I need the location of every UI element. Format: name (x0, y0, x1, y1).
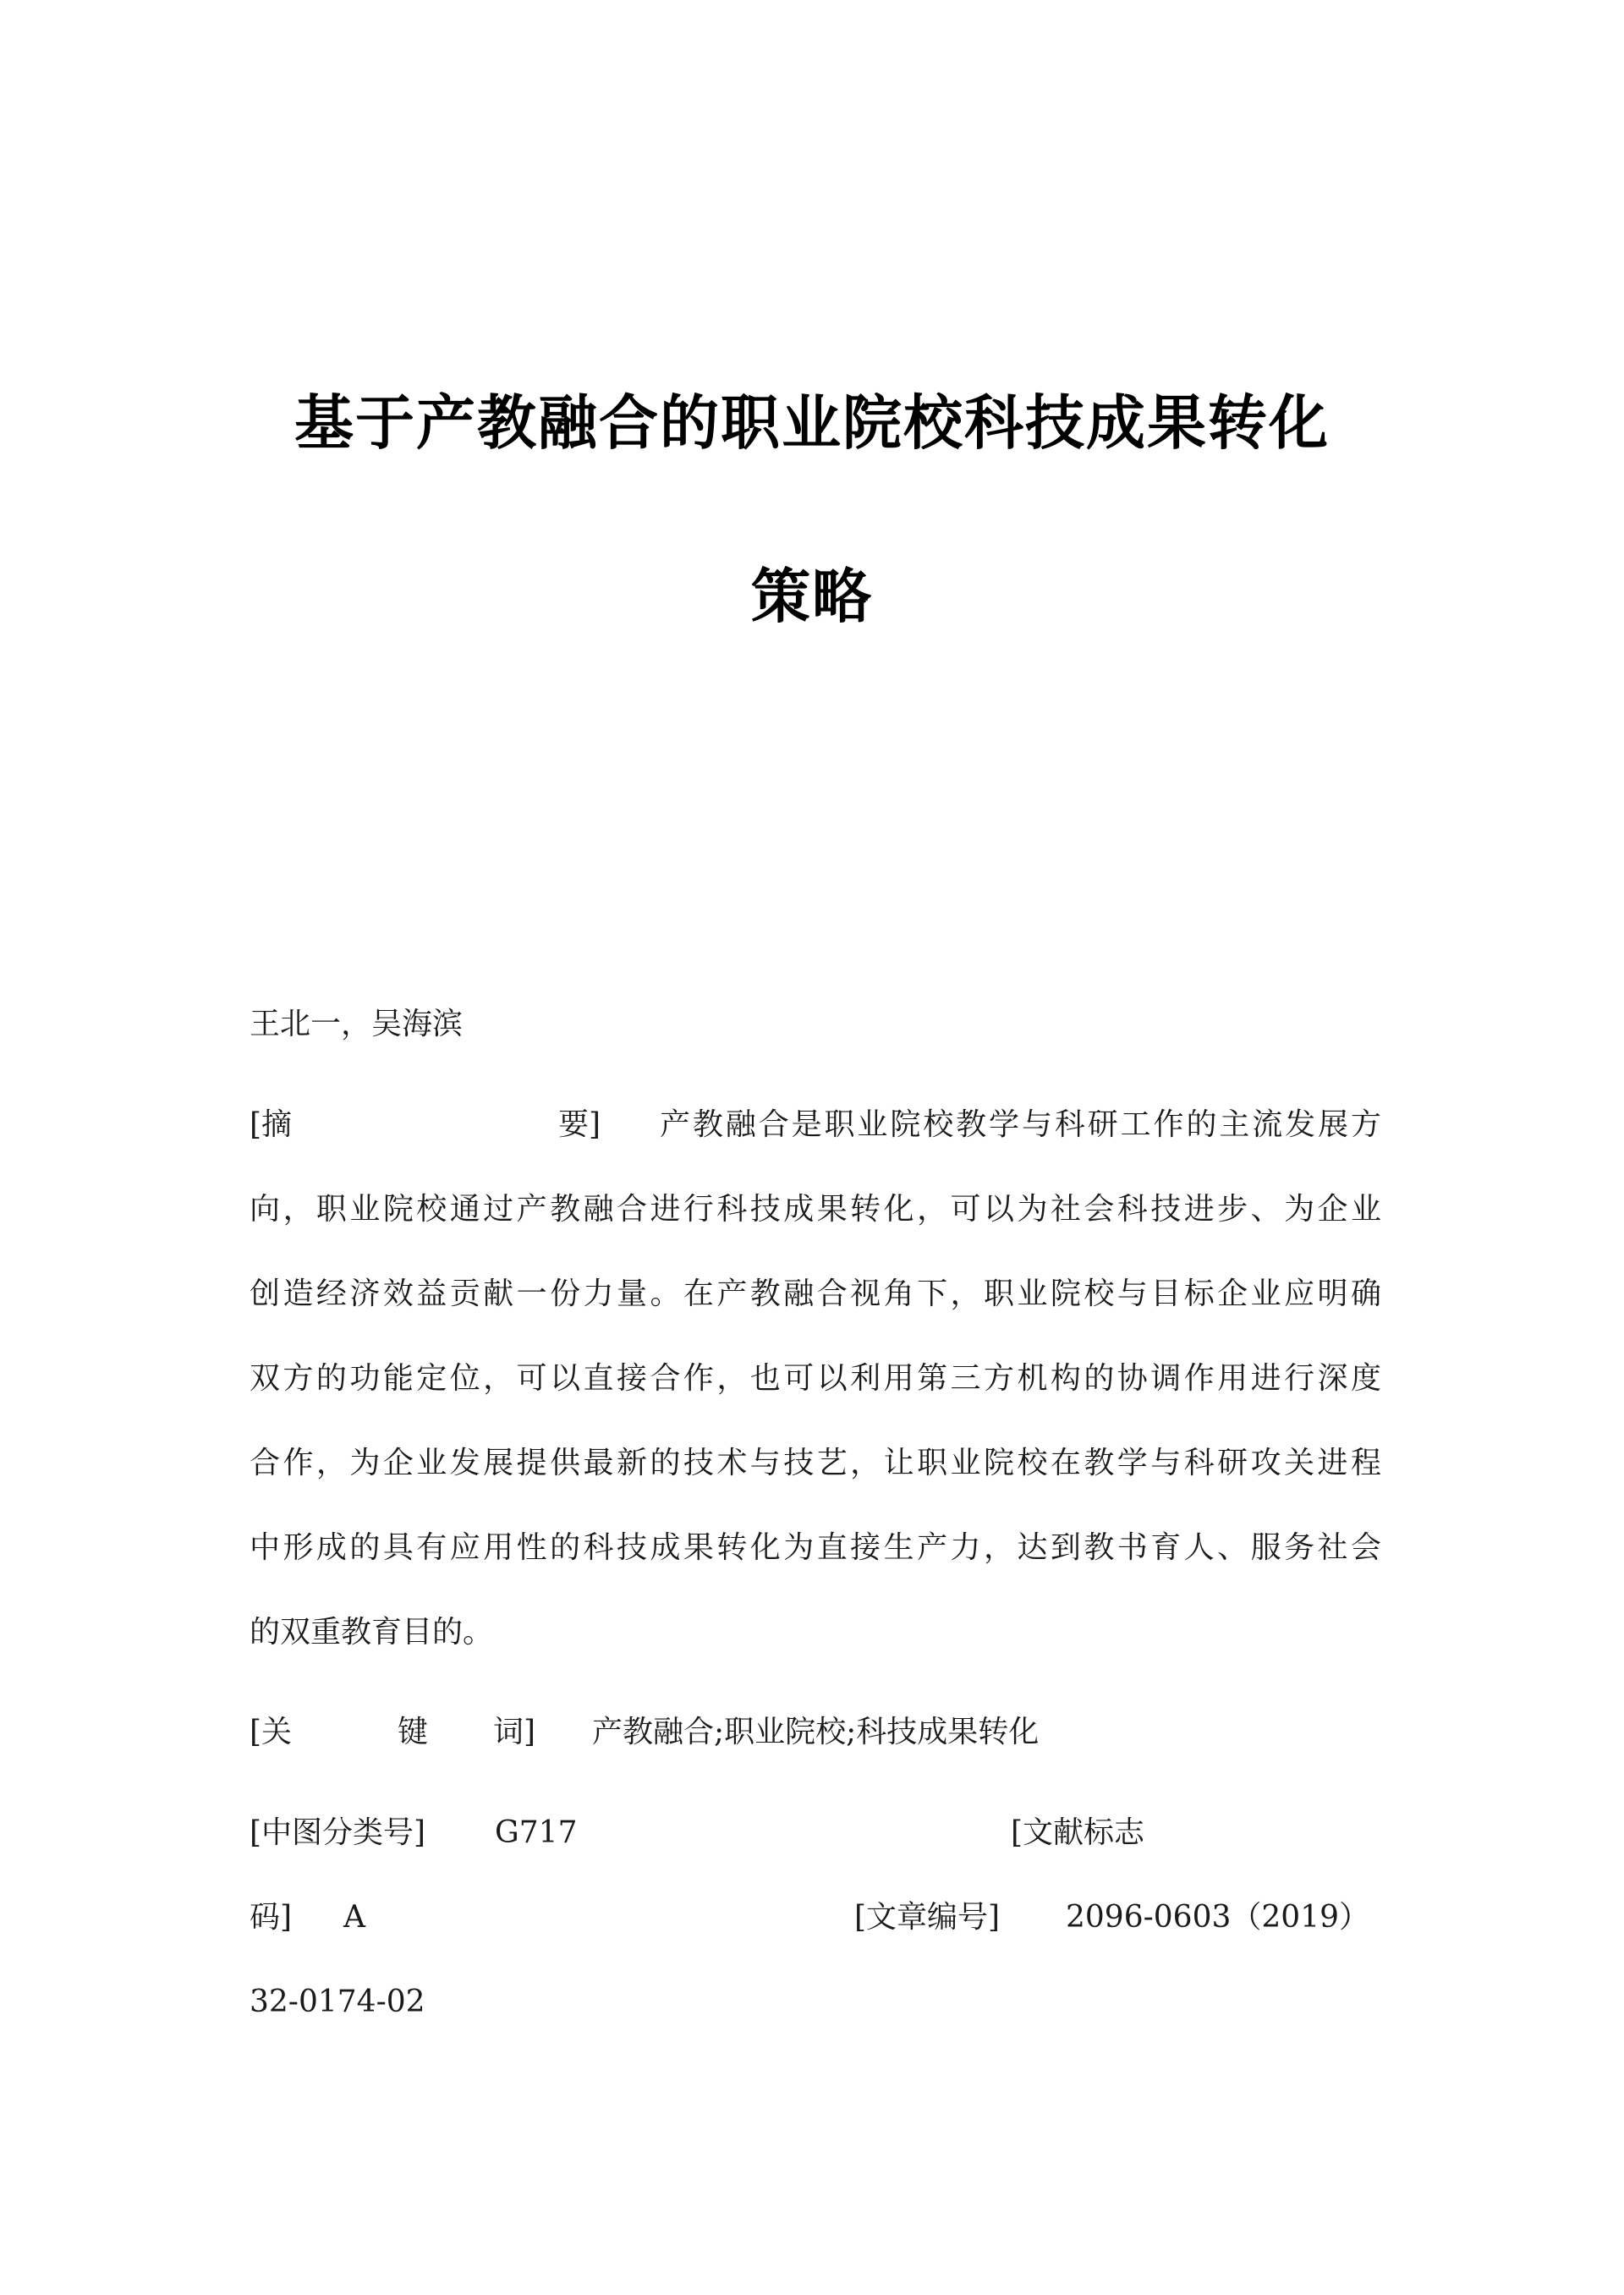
abstract-line-4: 双方的功能定位，可以直接合作，也可以利用第三方机构的协调作用进行深度 (250, 1361, 1381, 1396)
doc-code-value: A (343, 1900, 365, 1935)
article-no-label: [文章编号] (854, 1900, 1001, 1935)
doc-code-label-part1: [文献标志 (1011, 1815, 1145, 1850)
keywords-label-part3: 词] (493, 1715, 536, 1749)
paper-title-line-2: 策略 (751, 562, 873, 631)
doc-code-label-part2: 码] (250, 1900, 293, 1935)
keywords-value: 产教融合;职业院校;科技成果转化 (592, 1715, 1040, 1749)
keywords-label-part2: 键 (398, 1715, 429, 1749)
abstract-line-1: 产教融合是职业院校教学与科研工作的主流发展方 (660, 1107, 1381, 1142)
abstract-label-close: 要] (558, 1107, 601, 1142)
paper-title-line-1: 基于产教融合的职业院校科技成果转化 (294, 388, 1330, 458)
clc-value: G717 (495, 1815, 578, 1850)
abstract-line-6: 中形成的具有应用性的科技成果转化为直接生产力，达到教书育人、服务社会 (250, 1530, 1381, 1565)
abstract-line-2: 向，职业院校通过产教融合进行科技成果转化，可以为社会科技进步、为企业 (250, 1192, 1381, 1227)
clc-label: [中图分类号] (250, 1815, 426, 1850)
abstract-line-7: 的双重教育目的。 (250, 1615, 494, 1650)
article-no-value-part2: 32-0174-02 (250, 1985, 425, 2019)
article-no-value-part1: 2096-0603（2019） (1066, 1900, 1370, 1935)
abstract-line-5: 合作，为企业发展提供最新的技术与技艺，让职业院校在教学与科研攻关进程 (250, 1446, 1381, 1480)
abstract-label-open: [摘 (250, 1107, 293, 1142)
keywords-label-part1: [关 (250, 1715, 293, 1749)
authors: 王北一，吴海滨 (250, 1007, 464, 1041)
abstract-line-3: 创造经济效益贡献一份力量。在产教融合视角下，职业院校与目标企业应明确 (250, 1277, 1381, 1311)
